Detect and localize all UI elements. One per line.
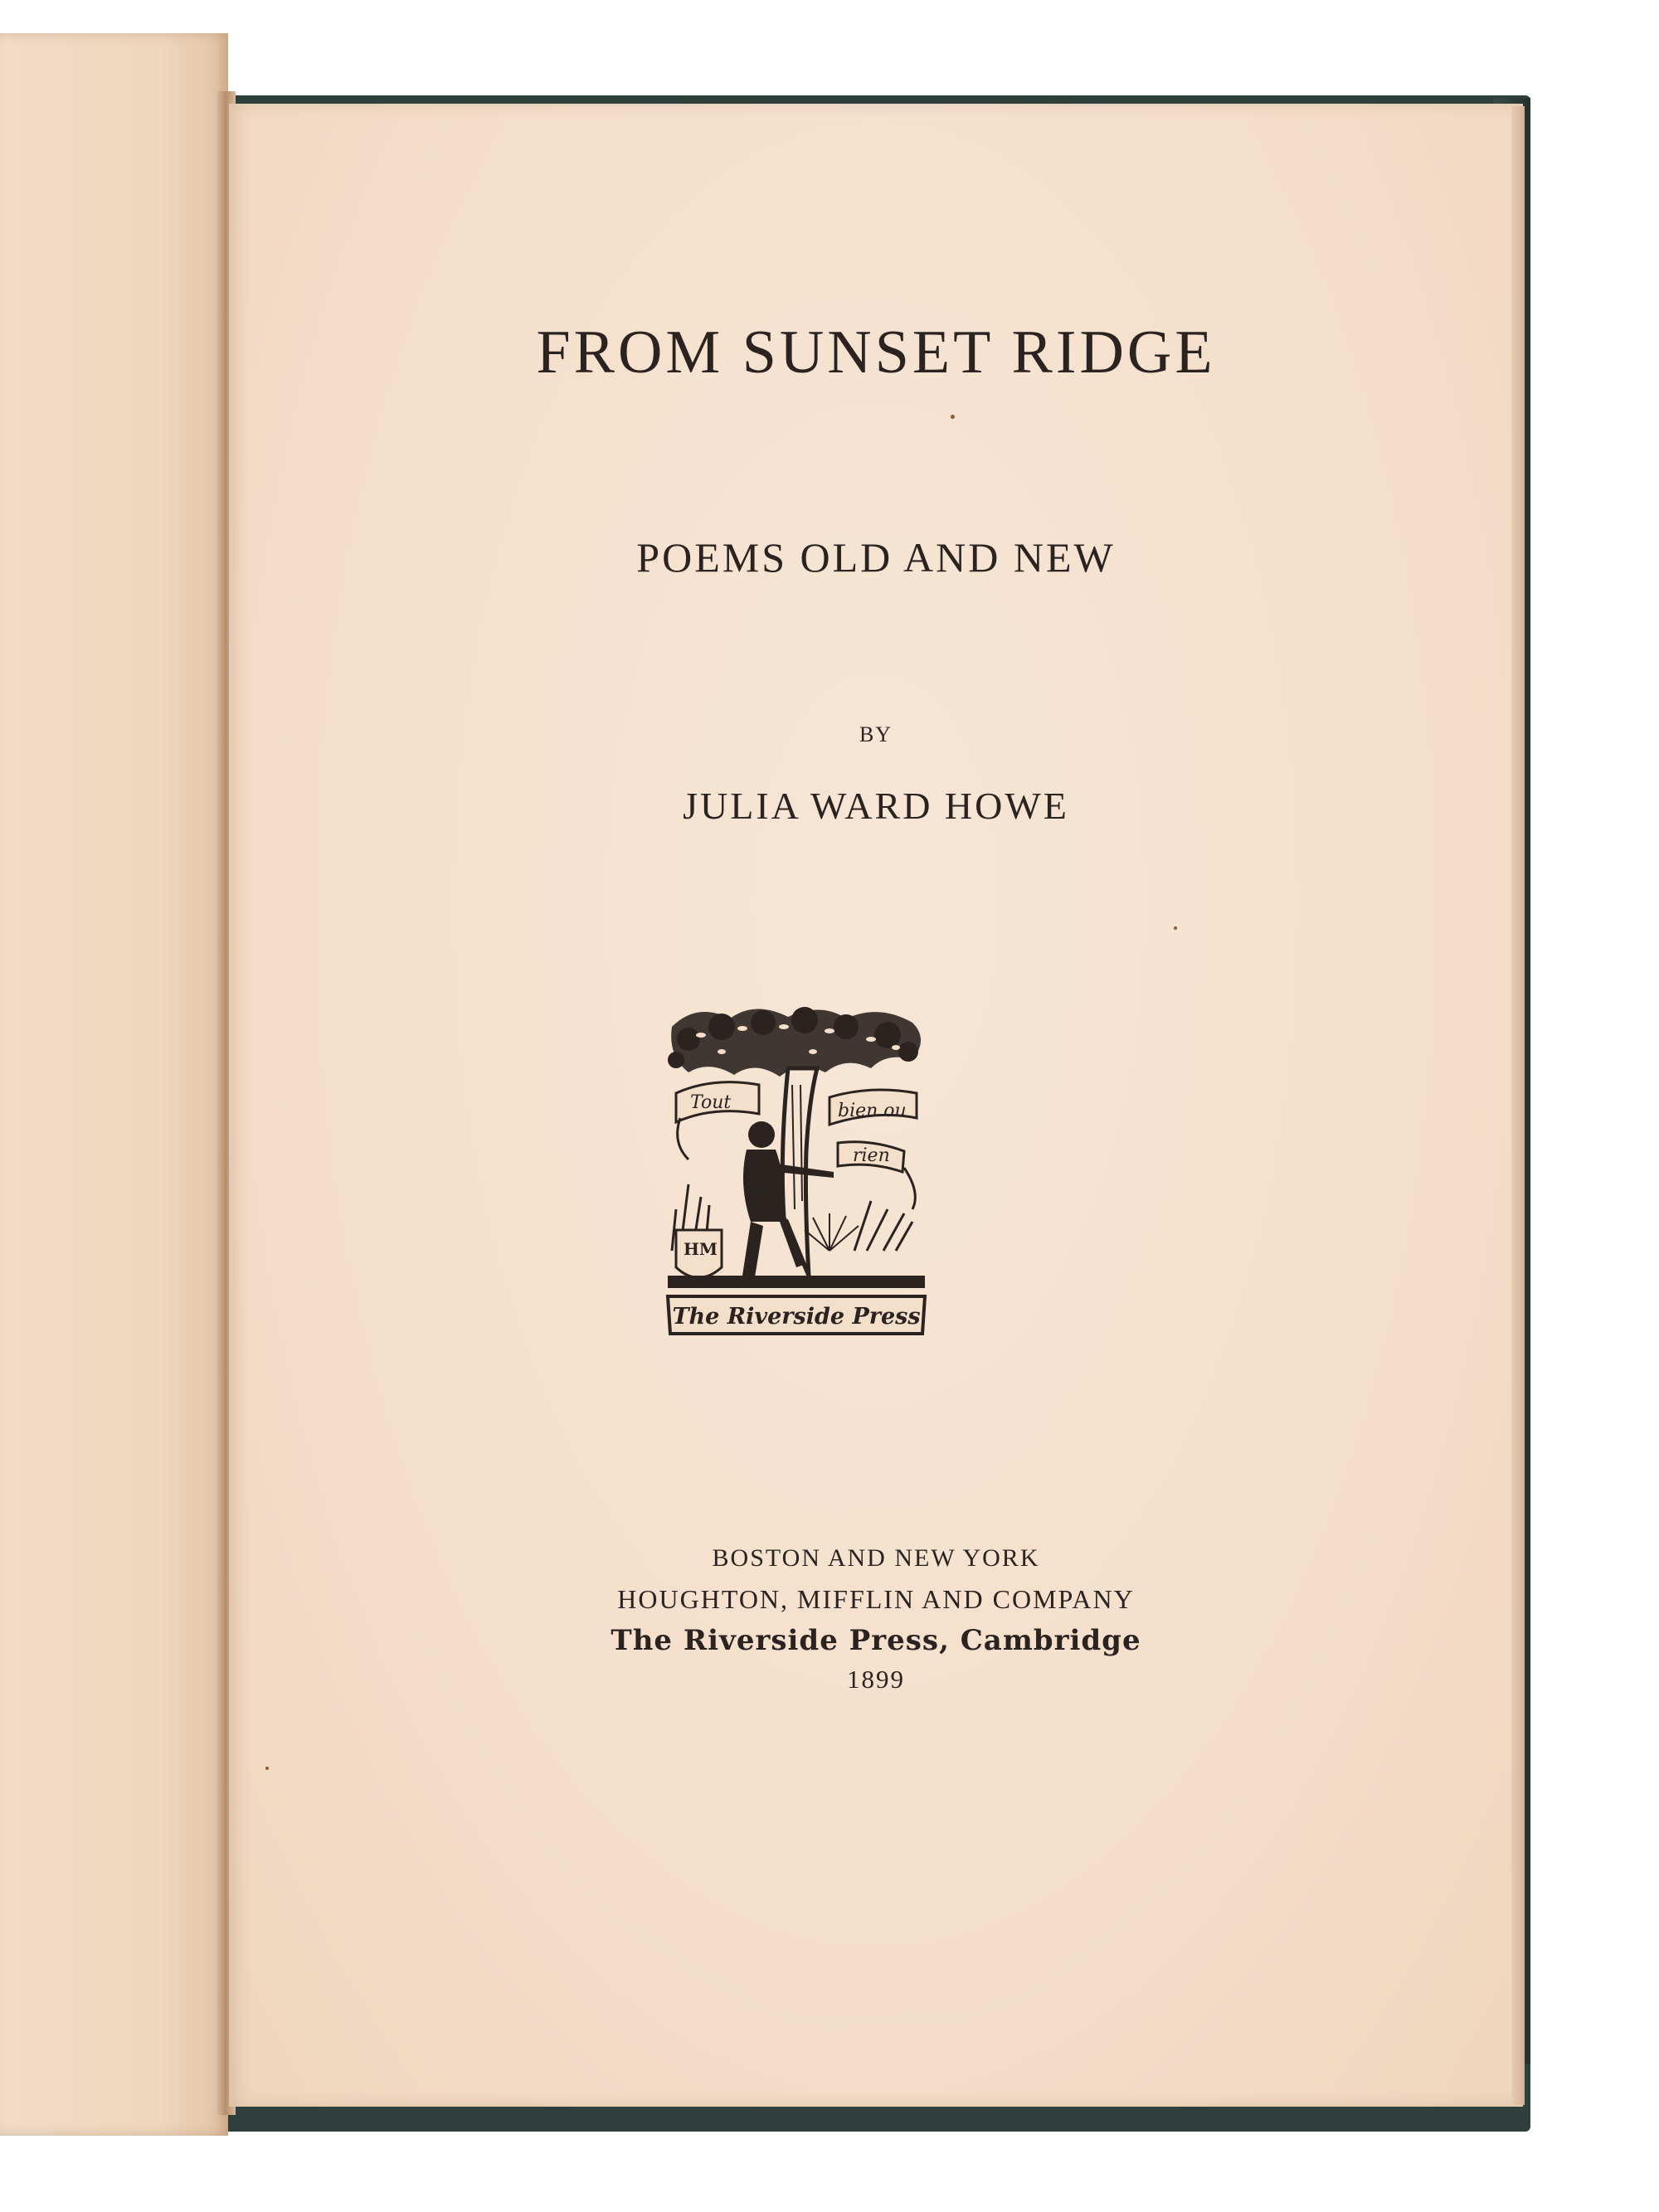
svg-text:Tout: Tout — [690, 1092, 732, 1113]
publisher-device-illustration — [664, 1002, 929, 1342]
paper-speck — [951, 415, 955, 419]
svg-text:bien ou: bien ou — [838, 1101, 907, 1121]
page-edge — [1511, 106, 1525, 2105]
svg-text:rien: rien — [853, 1145, 890, 1166]
left-page — [0, 33, 228, 2136]
paper-speck — [265, 1767, 269, 1770]
imprint-year: 1899 — [847, 1665, 905, 1694]
imprint-publisher: HOUGHTON, MIFFLIN AND COMPANY — [617, 1584, 1135, 1614]
author-name: JULIA WARD HOWE — [683, 785, 1069, 827]
imprint-press: The Riverside Press, Cambridge — [611, 1624, 1141, 1657]
svg-text:The Riverside Press: The Riverside Press — [672, 1304, 921, 1330]
paper-speck — [1174, 926, 1177, 930]
book-subtitle: POEMS OLD AND NEW — [636, 534, 1116, 581]
book-title: FROM SUNSET RIDGE — [536, 318, 1216, 386]
by-line: BY — [859, 722, 893, 746]
svg-text:HM: HM — [684, 1239, 718, 1259]
imprint-place: BOSTON AND NEW YORK — [712, 1544, 1040, 1572]
